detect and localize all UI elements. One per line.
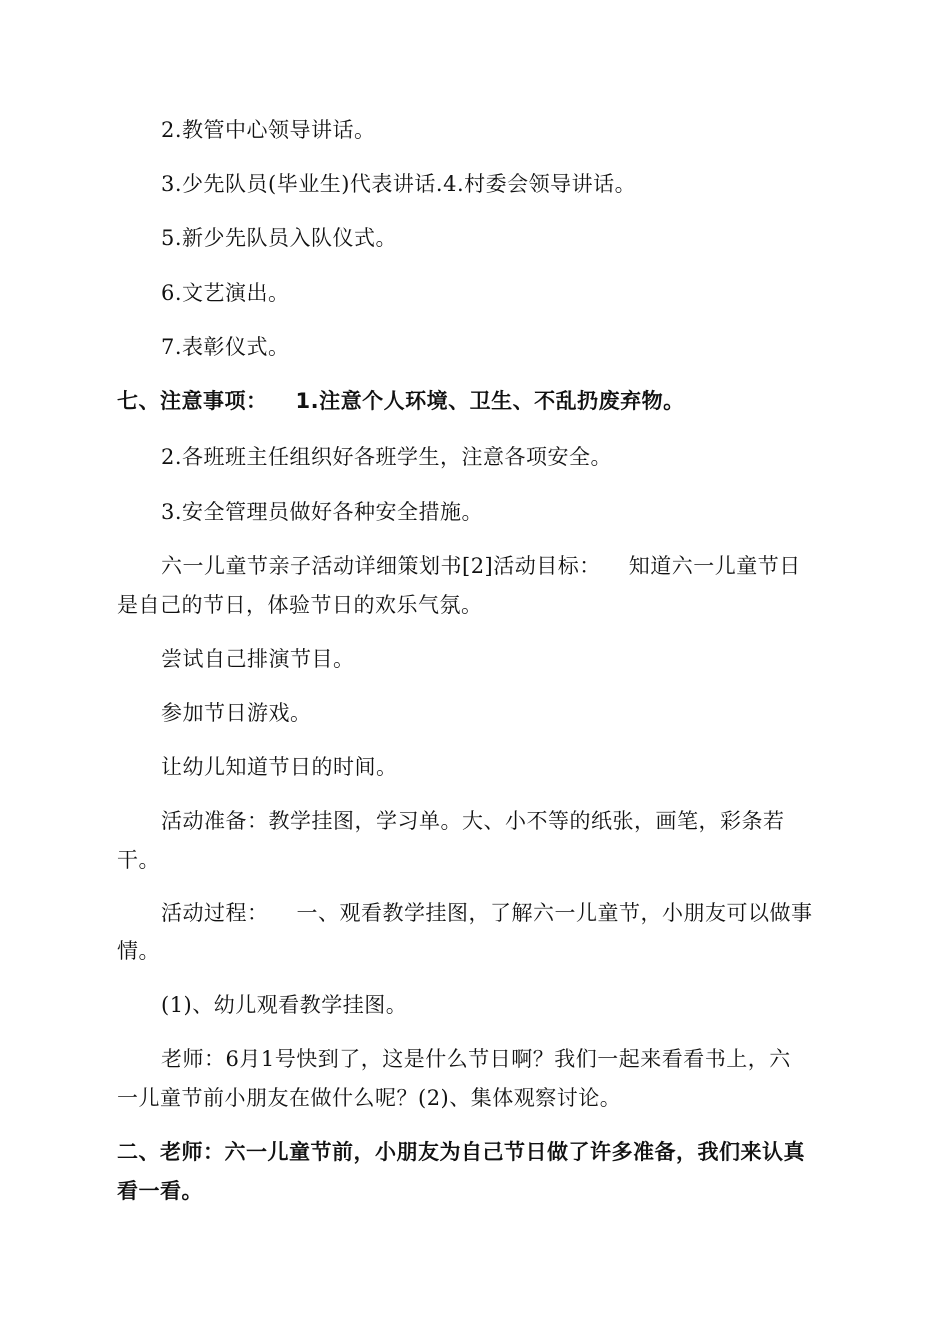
paragraph-line — [161, 1040, 881, 1078]
text-line: 3.少先队员(毕业生)代表讲话.4.村委会领导讲话。 — [161, 172, 637, 196]
paragraph-line — [161, 328, 881, 366]
text-line: 2.各班班主任组织好各班学生，注意各项安全。 — [161, 445, 613, 469]
heading-label: 看一看。 — [117, 1179, 203, 1203]
paragraph-line — [161, 111, 881, 149]
text-line: 一、观看教学挂图，了解六一儿童节，小朋友可以做事 — [296, 901, 813, 925]
text-line: 3.安全管理员做好各种安全措施。 — [161, 500, 484, 524]
text-line: 活动过程： — [161, 901, 269, 925]
paragraph-line — [161, 165, 881, 203]
text-line: 5.新少先队员入队仪式。 — [161, 226, 398, 250]
paragraph-line — [161, 694, 881, 732]
paragraph-line — [161, 986, 881, 1024]
paragraph-line — [161, 748, 881, 786]
text-line: 干。 — [117, 848, 160, 872]
heading-label: 二、老师：六一儿童节前，小朋友为自己节日做了许多准备，我们来认真 — [117, 1140, 805, 1164]
paragraph-line — [161, 274, 881, 312]
heading-item: 1.注意个人环境、卫生、不乱扔废弃物。 — [295, 389, 685, 413]
text-line: 是自己的节日，体验节日的欢乐气氛。 — [117, 593, 483, 617]
text-line: 情。 — [117, 939, 160, 963]
text-line: 知道六一儿童节日 — [628, 554, 801, 578]
text-line: (1)、幼儿观看教学挂图。 — [161, 993, 408, 1017]
section-heading — [117, 1133, 837, 1171]
paragraph-line — [161, 547, 881, 585]
paragraph-line — [161, 802, 881, 840]
text-line: 参加节日游戏。 — [161, 701, 312, 725]
text-line: 老师：6月1号快到了，这是什么节日啊？我们一起来看看书上，六 — [161, 1047, 791, 1071]
text-line: 让幼儿知道节日的时间。 — [161, 755, 398, 779]
text-line: 尝试自己排演节目。 — [161, 647, 355, 671]
paragraph-line — [117, 1079, 837, 1117]
paragraph-line — [117, 932, 837, 970]
section-heading — [117, 1172, 837, 1210]
paragraph-line — [117, 586, 837, 624]
heading-label: 七、注意事项： — [117, 389, 268, 413]
text-line: 一儿童节前小朋友在做什么呢？(2)、集体观察讨论。 — [117, 1086, 622, 1110]
section-heading — [117, 382, 837, 420]
text-line: 7.表彰仪式。 — [161, 335, 290, 359]
text-line: 6.文艺演出。 — [161, 281, 290, 305]
text-line: 2.教管中心领导讲话。 — [161, 118, 376, 142]
paragraph-line — [161, 438, 881, 476]
paragraph-line — [161, 219, 881, 257]
text-line: 活动准备：教学挂图，学习单。大、小不等的纸张，画笔，彩条若 — [161, 809, 785, 833]
paragraph-line — [161, 894, 881, 932]
paragraph-line — [117, 841, 837, 879]
text-line: 六一儿童节亲子活动详细策划书[2]活动目标： — [161, 554, 601, 578]
paragraph-line — [161, 493, 881, 531]
paragraph-line — [161, 640, 881, 678]
